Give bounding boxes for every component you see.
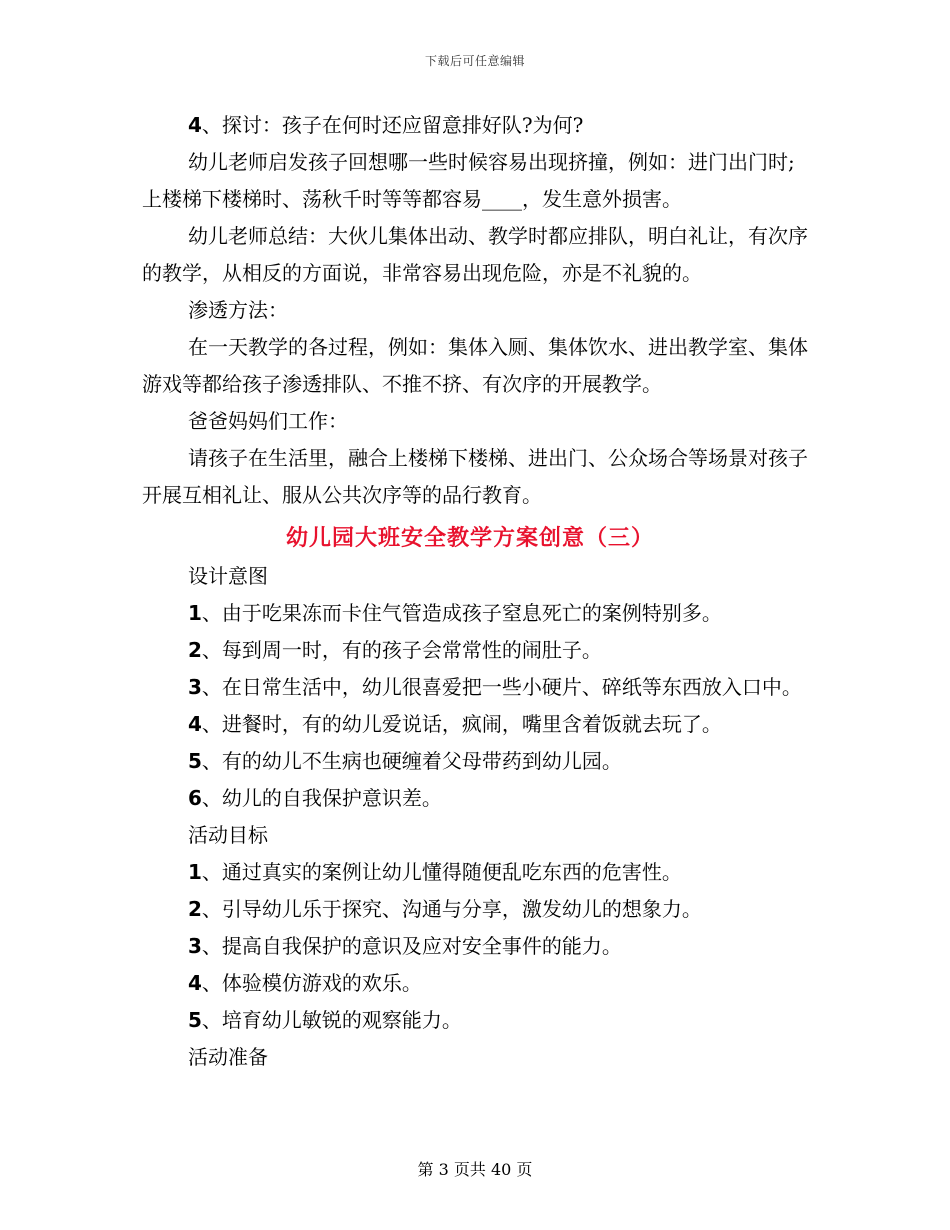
item-text: 、由于吃果冻而卡住气管造成孩子窒息死亡的案例特别多。 (201, 601, 722, 625)
item-number: 5 (188, 1008, 202, 1032)
item-number: 4 (188, 971, 202, 995)
item-text: 、每到周一时，有的孩子会常常性的闹肚子。 (201, 638, 602, 662)
page-footer: 第 3 页共 40 页 (417, 1160, 533, 1179)
numbered-paragraph (142, 107, 812, 144)
item-number: 3 (188, 675, 202, 699)
item-text: 、通过真实的案例让幼儿懂得随便乱吃东西的危害性。 (201, 860, 682, 884)
paragraph: 幼儿老师启发孩子回想哪一些时候容易出现挤撞，例如：进门出门时;上楼梯下楼梯时、荡秋千时等等都容易____，发生意外损害。 (142, 150, 795, 211)
numbered-paragraph (142, 743, 812, 780)
item-text: 、提高自我保护的意识及应对安全事件的能力。 (201, 934, 622, 958)
numbered-paragraph (142, 632, 812, 669)
item-number: 1 (188, 860, 202, 884)
item-number: 5 (188, 749, 202, 773)
numbered-paragraph (142, 706, 812, 743)
item-text: 、引导幼儿乐于探究、沟通与分享，激发幼儿的想象力。 (201, 897, 702, 921)
paragraph: 活动准备 (188, 1045, 268, 1069)
item-text: 、进餐时，有的幼儿爱说话，疯闹，嘴里含着饭就去玩了。 (201, 712, 722, 736)
item-number: 2 (188, 897, 202, 921)
item-number: 1 (188, 601, 202, 625)
paragraph: 渗透方法： (188, 298, 288, 322)
paragraph: 在一天教学的各过程，例如：集体入厕、集体饮水、进出教学室、集体游戏等都给孩子渗透排队、不推不挤、有次序的开展教学。 (142, 335, 808, 396)
item-text: 、幼儿的自我保护意识差。 (201, 786, 442, 810)
page-header: 下载后可任意编辑 (424, 54, 525, 68)
item-number: 6 (188, 786, 202, 810)
paragraph: 幼儿老师总结：大伙儿集体出动、教学时都应排队，明白礼让，有次序的教学，从相反的方面说，非常容易出现危险，亦是不礼貌的。 (142, 224, 808, 285)
numbered-paragraph (142, 891, 812, 928)
item-text: 、在日常生活中，幼儿很喜爱把一些小硬片、碎纸等东西放入口中。 (201, 675, 802, 699)
paragraph: 请孩子在生活里，融合上楼梯下楼梯、进出门、公众场合等场景对孩子开展互相礼让、服从公共次序等的品行教育。 (142, 446, 808, 507)
item-number: 3 (188, 934, 202, 958)
section-title: 幼儿园大班安全教学方案创意（三） (285, 525, 654, 551)
numbered-paragraph (142, 669, 812, 706)
numbered-paragraph (142, 595, 812, 632)
paragraph: 爸爸妈妈们工作： (188, 409, 348, 433)
paragraph: 设计意图 (188, 564, 268, 588)
numbered-paragraph (142, 1002, 812, 1039)
numbered-paragraph (142, 780, 812, 817)
document-body (142, 107, 812, 1076)
item-number: 4 (188, 712, 202, 736)
item-text: 、探讨：孩子在何时还应留意排好队?为何? (201, 113, 584, 137)
paragraph: 活动目标 (188, 823, 268, 847)
item-text: 、体验模仿游戏的欢乐。 (201, 971, 422, 995)
item-text: 、有的幼儿不生病也硬缠着父母带药到幼儿园。 (201, 749, 622, 773)
numbered-paragraph (142, 854, 812, 891)
item-number: 4 (188, 113, 202, 137)
numbered-paragraph (142, 965, 812, 1002)
item-number: 2 (188, 638, 202, 662)
item-text: 、培育幼儿敏锐的观察能力。 (201, 1008, 462, 1032)
numbered-paragraph (142, 928, 812, 965)
